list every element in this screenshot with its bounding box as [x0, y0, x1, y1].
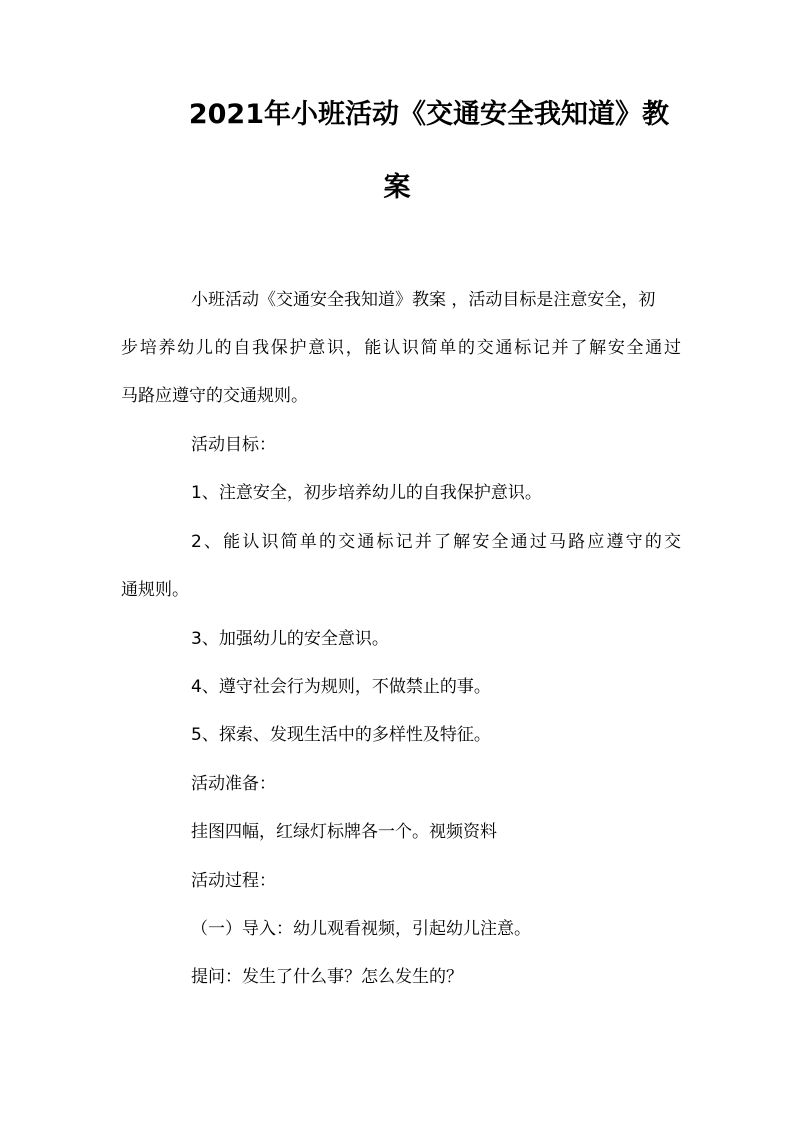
preparation-text: 挂图四幅，红绿灯标牌各一个。视频资料 [191, 822, 497, 842]
process-heading: 活动过程： [191, 871, 276, 891]
preparation-heading: 活动准备： [191, 774, 276, 794]
intro-paragraph-line-1: 小班活动《交通安全我知道》教案 ，活动目标是注意安全，初 [191, 290, 656, 310]
goal-item-2-line-1: 2、能认识简单的交通标记并了解安全通过马路应遵守的交 [191, 532, 681, 552]
process-step-1: （一）导入：幼儿观看视频，引起幼儿注意。 [191, 919, 531, 939]
goal-item-3: 3、加强幼儿的安全意识。 [191, 629, 389, 649]
intro-paragraph-line-3: 马路应遵守的交通规则。 [121, 386, 308, 406]
goal-item-1: 1、注意安全，初步培养幼儿的自我保护意识。 [191, 483, 542, 503]
process-question: 提问：发生了什么事？怎么发生的？ [191, 967, 463, 987]
intro-paragraph-line-2: 步培养幼儿的自我保护意识，能认识简单的交通标记并了解安全通过 [121, 338, 681, 358]
goal-item-5: 5、探索、发现生活中的多样性及特征。 [191, 725, 491, 745]
goal-item-4: 4、遵守社会行为规则，不做禁止的事。 [191, 677, 491, 697]
goals-heading: 活动目标： [191, 435, 276, 455]
document-title-line-2: 案 [383, 172, 411, 203]
goal-item-2-line-2: 通规则。 [121, 580, 189, 600]
document-title-line-1: 2021年小班活动《交通安全我知道》教 [188, 99, 669, 130]
